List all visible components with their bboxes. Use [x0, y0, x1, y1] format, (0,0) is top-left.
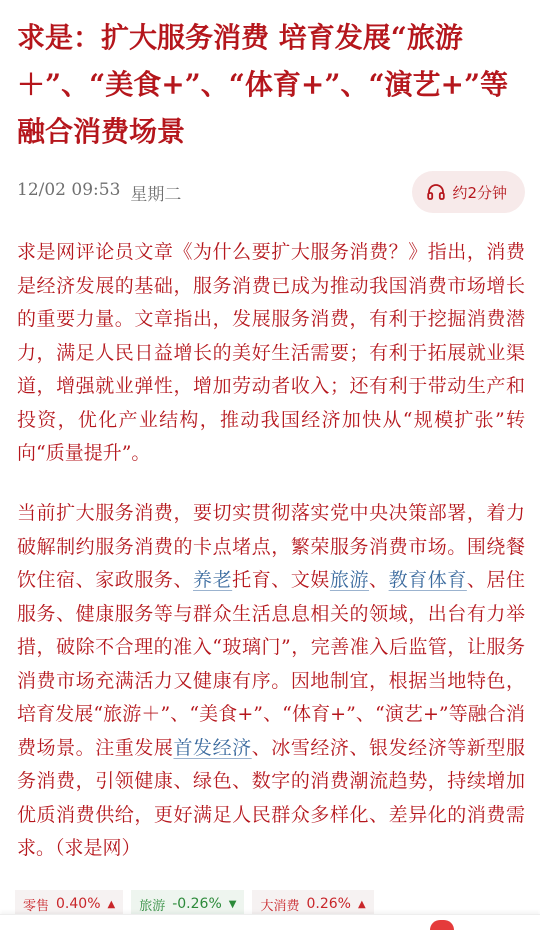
keyword-link-debut-economy[interactable]: 首发经济 — [173, 736, 252, 759]
paragraph-text: 、 — [369, 569, 389, 591]
ticker-change: 0.40% — [56, 896, 101, 912]
article-paragraph-1: 求是网评论员文章《为什么要扩大服务消费？》指出，消费是经济发展的基础，服务消费已成为推动我国消费市场增长的重要力量。文章指出，发展服务消费，有利于挖掘消费潜力，满足人民日益增长的美好生活需要；有利于拓展就业渠道，增强就业弹性，增加劳动者收入；还有利于带动生产和投资，优化产业结构，推动我国经济加快从“规模扩张”转向“质量提升”。 — [17, 241, 525, 464]
paragraph-text: 当前扩大服务消费，要切实贯彻落实党中央决策部署，着力破解制约服务消费的卡点堵点，繁荣服务消费市场。围绕餐饮住宿、家政服务、 — [17, 502, 525, 591]
ticker-name: 大消费 — [260, 898, 300, 914]
listen-button[interactable] — [412, 171, 525, 213]
paragraph-text: 、冰雪经济、银发经济等新型服务消费，引领健康、绿色、数字的消费潮流趋势，持续增加优质消费供给，更好满足人民群众多样化、差异化的消费需求。（求是网） — [17, 736, 525, 859]
article-meta — [17, 170, 525, 214]
down-arrow-icon: ▼ — [228, 898, 237, 910]
ticker-name: 零售 — [23, 898, 50, 914]
up-arrow-icon: ▲ — [357, 898, 366, 910]
listen-duration: 约2分钟 — [452, 183, 507, 202]
keyword-link-tourism[interactable]: 旅游 — [329, 569, 370, 591]
publish-weekday: 星期二 — [130, 184, 182, 205]
keyword-link-elderly-care[interactable]: 养老 — [193, 569, 233, 591]
paragraph-text: 托育、文娱 — [232, 569, 330, 591]
paragraph-text: 、居住服务、健康服务等与群众生活息息相关的领域，出台有力举措，破除不合理的准入“玻璃门”，完善准入后监管，让服务消费市场充满活力又健康有序。因地制宜，根据当地特色，培育发展“旅游＋”、“美食+”、“体育+”、“演艺+”等融合消费场景。注重发展 — [17, 569, 525, 759]
headphones-icon — [426, 182, 446, 202]
keyword-link-education-sports[interactable]: 教育体育 — [388, 569, 467, 591]
up-arrow-icon: ▲ — [107, 898, 116, 910]
bottom-action-bar — [0, 914, 540, 930]
article-paragraph-2 — [17, 497, 525, 866]
publish-time — [17, 180, 181, 205]
ticker-change: 0.26% — [306, 896, 351, 912]
publish-date: 12/02 09:53 — [17, 179, 121, 200]
ticker-name: 旅游 — [139, 898, 166, 914]
article-title: 求是：扩大服务消费 培育发展“旅游＋”、“美食+”、“体育+”、“演艺+”等融合消费场景 — [17, 21, 509, 148]
ticker-change: -0.26% — [172, 896, 222, 912]
